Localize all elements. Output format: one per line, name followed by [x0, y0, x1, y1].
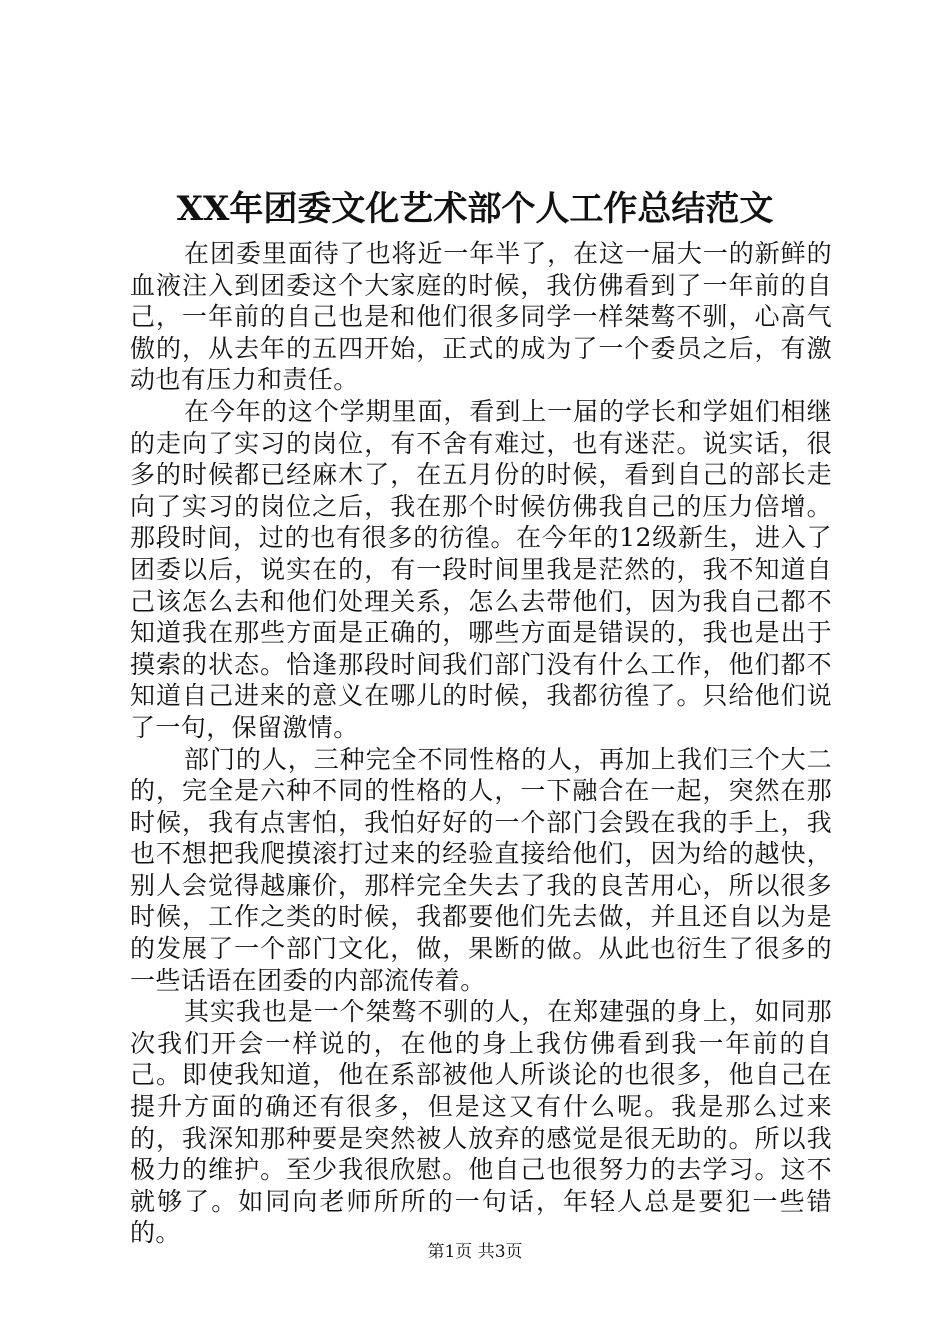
page-footer: 第1页 共3页 — [427, 1242, 523, 1262]
paragraph-2: 在今年的这个学期里面，看到上一届的学长和学姐们相继的走向了实习的岗位，有不舍有难过，也有迷茫。说实话，很多的时候都已经麻木了，在五月份的时候，看到自己的部长走向了实习的岗位之后，我在那个时候仿佛我自己的压力倍增。那段时间，过的也有很多的彷徨。在今年的12级新生，进入了团委以后，说实在的，有一段时间里我是茫然的，我不知道自己该怎么去和他们处理关系，怎么去带他们，因为我自己都不知道我在那些方面是正确的，哪些方面是错误的，我也是出于摸索的状态。恰逢那段时间我们部门没有什么工作，他们都不知道自己进来的意义在哪儿的时候，我都彷徨了。只给他们说了一句，保留激情。 — [130, 396, 832, 742]
document-title: XX年团委文化艺术部个人工作总结范文 — [176, 189, 774, 229]
document-body — [130, 238, 832, 1249]
paragraph-3: 部门的人，三种完全不同性格的人，再加上我们三个大二的，完全是六种不同的性格的人，一下融合在一起，突然在那时候，我有点害怕，我怕好好的一个部门会毁在我的手上，我也不想把我爬摸滚打过来的经验直接给他们，因为给的越快，别人会觉得越廉价，那样完全失去了我的良苦用心，所以很多时候，工作之类的时候，我都要他们先去做，并且还自以为是的发展了一个部门文化，做，果断的做。从此也衍生了很多的一些话语在团委的内部流传着。 — [130, 744, 832, 995]
paragraph-4: 其实我也是一个桀骜不驯的人，在郑建强的身上，如同那次我们开会一样说的，在他的身上我仿佛看到我一年前的自己。即使我知道，他在系部被他人所谈论的也很多，他自己在提升方面的确还有很多，但是这又有什么呢。我是那么过来的，我深知那种要是突然被人放弃的感觉是很无助的。所以我极力的维护。至少我很欣慰。他自己也很努力的去学习。这不就够了。如同向老师所所的一句话，年轻人总是要犯一些错的。 — [130, 997, 832, 1248]
paragraph-1: 在团委里面待了也将近一年半了，在这一届大一的新鲜的血液注入到团委这个大家庭的时候，我仿佛看到了一年前的自己，一年前的自己也是和他们很多同学一样桀骜不驯，心高气傲的，从去年的五四开始，正式的成为了一个委员之后，有激动也有压力和责任。 — [130, 239, 832, 395]
